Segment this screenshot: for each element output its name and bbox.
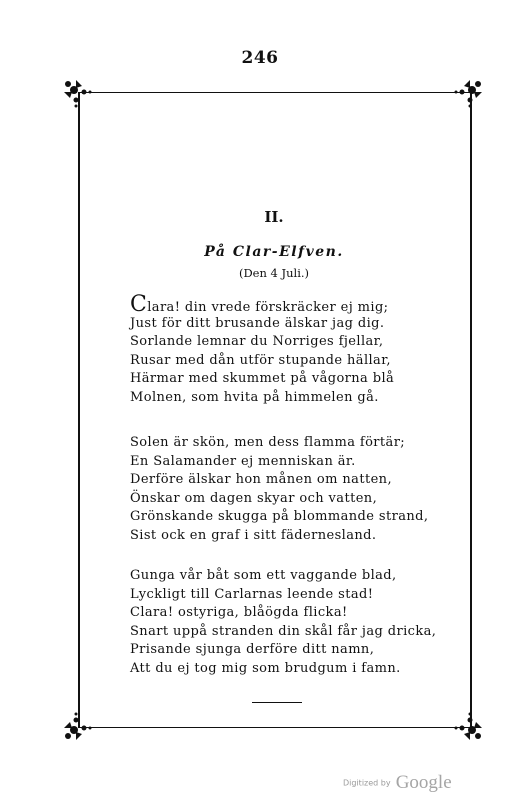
stanza-2: [130, 434, 450, 546]
poem-line: Prisande sjunga derföre ditt namn,: [130, 642, 375, 658]
poem-line: Önskar om dagen skyar och vatten,: [130, 490, 378, 506]
poem-line: Grönskande skugga på blommande strand,: [130, 509, 429, 525]
poem-line: Molnen, som hvita på himmelen gå.: [130, 389, 379, 405]
poem-line: Snart uppå stranden din skål får jag dricka,: [130, 623, 437, 639]
poem-line: Lyckligt till Carlarnas leende stad!: [130, 586, 374, 602]
poem-line: Derföre älskar hon månen om natten,: [130, 472, 392, 488]
drop-cap: C: [130, 292, 148, 317]
poem-line: En Salamander ej menniskan är.: [130, 453, 356, 469]
corner-ornament-icon: [62, 708, 96, 742]
poem-line: Härmar med skummet på vågorna blå: [130, 371, 395, 387]
stanza-3: [130, 567, 450, 679]
stanza-1: [130, 292, 450, 408]
poem-line: Just för ditt brusande älskar jag dig.: [130, 315, 385, 331]
poem-date: (Den 4 Juli.): [238, 266, 310, 280]
poem-title: På Clar-Elfven.: [204, 244, 344, 260]
corner-ornament-icon: [450, 708, 484, 742]
poem-line: Gunga vår båt som ett vaggande blad,: [130, 568, 397, 583]
section-number: II.: [264, 208, 284, 226]
poem-line: Solen är skön, men dess flamma förtär;: [130, 435, 406, 450]
corner-ornament-icon: [450, 78, 484, 112]
poem-line: Clara! din vrede förskräcker ej mig;: [130, 292, 389, 317]
poem-line: Att du ej tog mig som brudgum i famn.: [130, 660, 401, 676]
poem-line: Sist ock en graf i sitt fädernesland.: [130, 527, 377, 543]
poem-line: Clara! ostyriga, blåögda flicka!: [130, 605, 348, 621]
watermark-prefix: Digitized by: [343, 778, 391, 788]
corner-ornament-icon: [62, 78, 96, 112]
digitized-watermark: [343, 772, 452, 794]
page-number: 246: [241, 48, 279, 68]
watermark-brand: Google: [395, 772, 452, 793]
end-rule-divider: [252, 702, 302, 703]
poem-line: Rusar med dån utför stupande hällar,: [130, 352, 391, 368]
poem-line: Sorlande lemnar du Norriges fjellar,: [130, 334, 384, 350]
